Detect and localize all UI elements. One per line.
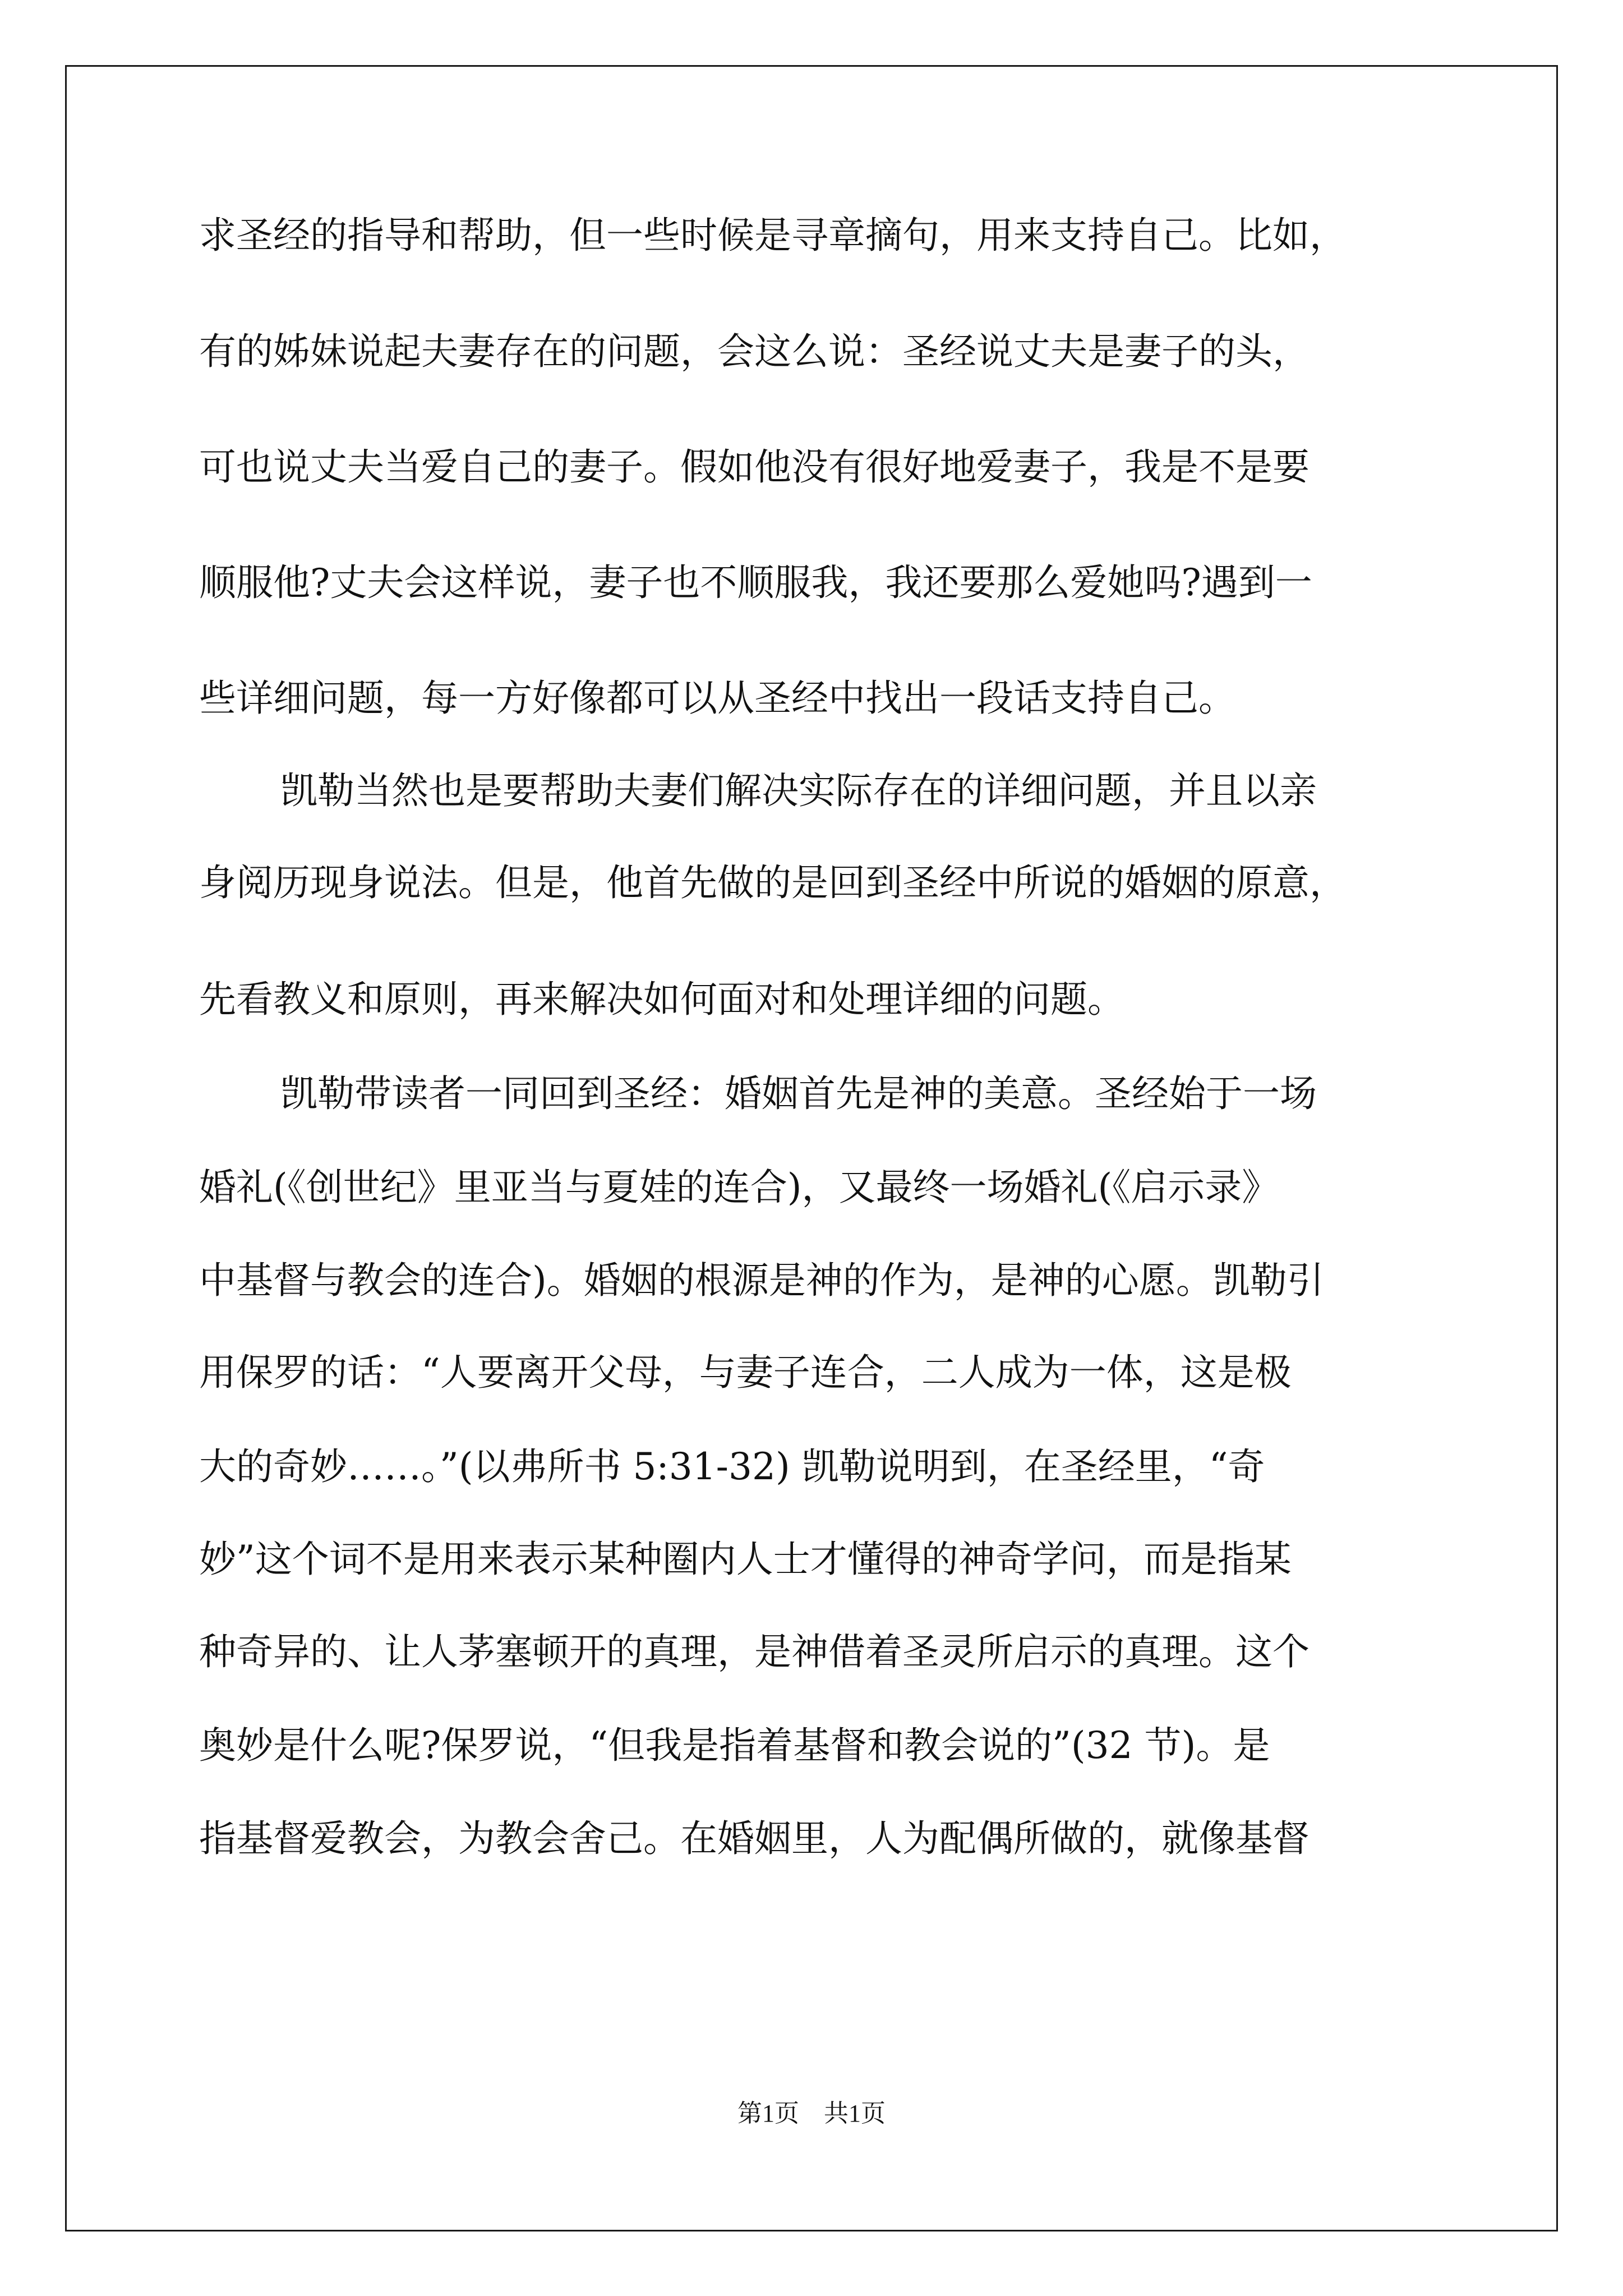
text-line: 中基督与教会的连合)。婚姻的根源是神的作为，是神的心愿。凯勒引: [199, 1259, 1324, 1302]
text-line: 婚礼(《创世纪》里亚当与夏娃的连合)，又最终一场婚礼(《启示录》: [199, 1166, 1279, 1209]
paragraph-first-line: 凯勒当然也是要帮助夫妻们解决实际存在的详细问题，并且以亲: [280, 769, 1317, 812]
paragraph-first-line: 凯勒带读者一同回到圣经：婚姻首先是神的美意。圣经始于一场: [280, 1072, 1317, 1115]
text-line: 用保罗的话：“人要离开父母，与妻子连合，二人成为一体，这是极: [199, 1351, 1292, 1394]
text-line: 求圣经的指导和帮助，但一些时候是寻章摘句，用来支持自己。比如，: [199, 214, 1347, 257]
text-line: 顺服他?丈夫会这样说，妻子也不顺服我，我还要那么爱她吗?遇到一: [199, 561, 1312, 604]
text-line: 妙”这个词不是用来表示某种圈内人士才懂得的神奇学问，而是指某: [199, 1538, 1292, 1581]
text-line: 可也说丈夫当爱自己的妻子。假如他没有很好地爱妻子，我是不是要: [199, 445, 1310, 489]
text-line: 大的奇妙……。”(以弗所书 5:31-32) 凯勒说明到，在圣经里，“奇: [199, 1445, 1265, 1488]
text-line: 有的姊妹说起夫妻存在的问题，会这么说：圣经说丈夫是妻子的头，: [199, 330, 1310, 373]
text-line: 先看教义和原则，再来解决如何面对和处理详细的问题。: [199, 978, 1124, 1021]
page-number: 第1页: [737, 2100, 799, 2127]
page-total: 共1页: [824, 2100, 886, 2127]
text-line: 奥妙是什么呢?保罗说，“但我是指着基督和教会说的”(32 节)。是: [199, 1724, 1270, 1767]
text-line: 些详细问题，每一方好像都可以从圣经中找出一段话支持自己。: [199, 677, 1235, 720]
page-border: [65, 65, 1558, 2231]
text-line: 指基督爱教会，为教会舍己。在婚姻里，人为配偶所做的，就像基督: [199, 1817, 1310, 1860]
text-line: 种奇异的、让人茅塞顿开的真理，是神借着圣灵所启示的真理。这个: [199, 1630, 1310, 1673]
text-line: 身阅历现身说法。但是，他首先做的是回到圣经中所说的婚姻的原意，: [199, 861, 1347, 904]
page-footer: [0, 2097, 1623, 2131]
